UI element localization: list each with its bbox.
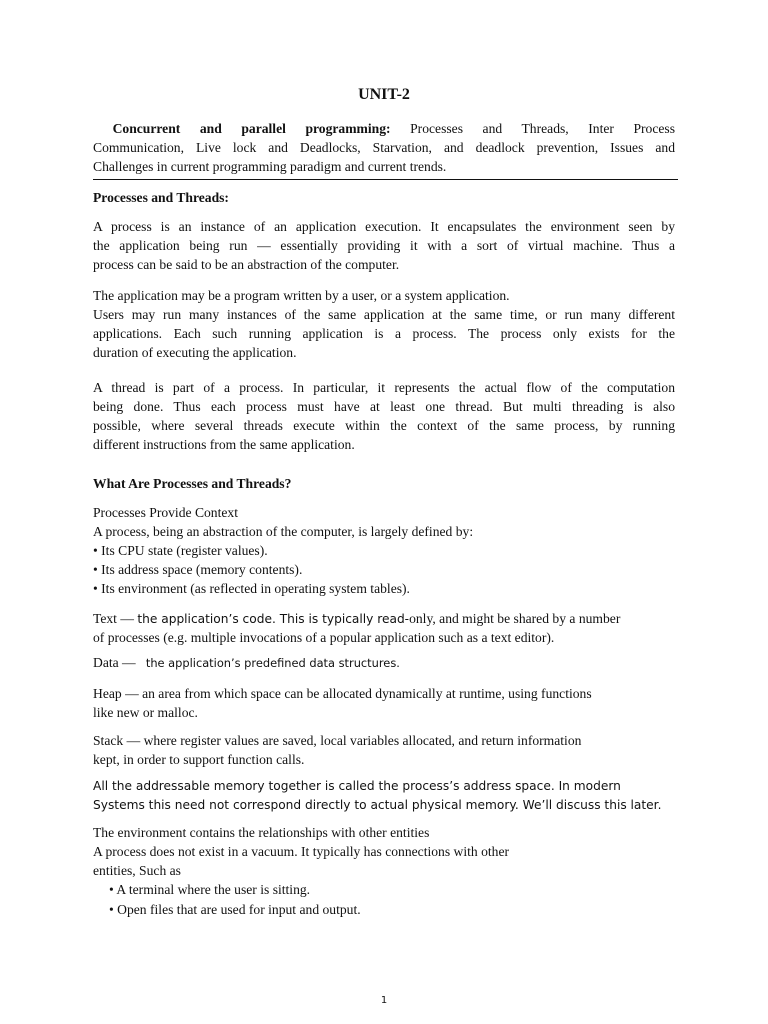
stack-def-line-1: Stack — where register values are saved, local variables allocated, and return information [93,733,582,748]
para2-line-4: duration of executing the application. [93,345,297,360]
lead-line: A process, being an abstraction of the computer, is largely defined by: [93,524,474,539]
address-space-line-2: Systems this need not correspond directly to actual physical memory. We’ll discuss this later. [93,798,662,812]
para2-line-2: Users may run many instances of the same application at the same time, or run many different [93,307,675,322]
bullet-address-space: • Its address space (memory contents). [93,562,303,577]
bullet-environment: • Its environment (as reflected in operating system tables). [93,581,410,596]
stack-def-line-2: kept, in order to support function calls. [93,752,305,767]
environment-line-2: A process does not exist in a vacuum. It typically has connections with other [93,844,510,859]
para3-line-4: different instructions from the same application. [93,437,355,452]
intro-heading: Concurrent and parallel programming: [112,121,391,136]
bullet-terminal: • A terminal where the user is sitting. [109,882,311,897]
intro-line-3: Challenges in current programming paradigm and current trends. [93,159,447,174]
environment-line-1: The environment contains the relationships with other entities [93,825,430,840]
subheading-provide-context: Processes Provide Context [93,505,238,520]
data-def-label: Data — [93,655,140,670]
text-def-line-2: of processes (e.g. multiple invocations of a popular application such as a text editor). [93,630,555,645]
section-heading-what-are: What Are Processes and Threads? [93,476,292,491]
address-space-line-1: All the addressable memory together is called the process’s address space. In modern [93,779,621,793]
bullet-open-files: • Open files that are used for input and output. [109,902,361,917]
data-def-sans: the application’s predefined data structures. [145,656,400,670]
para1-line-3: process can be said to be an abstraction of the computer. [93,257,400,272]
heap-def-line-2: like new or malloc. [93,705,198,720]
data-def-line [93,653,675,673]
para1-line-2: the application being run — essentially providing it with a sort of virtual machine. Thus a [93,238,675,253]
page-number: 1 [380,995,388,1006]
text-def-rest: only, and might be shared by a number [409,611,621,626]
intro-line-1 [93,119,675,138]
text-def-line-1 [93,609,675,629]
para1-line-1: A process is an instance of an application execution. It encapsulates the environment seen by [93,219,675,234]
text-def-sans: the application’s code. This is typically read- [137,612,410,626]
horizontal-rule [93,179,678,180]
para3-line-1: A thread is part of a process. In particular, it represents the actual flow of the computation [93,380,675,395]
para3-line-3: possible, where several threads execute within the context of the same process, by running [93,418,675,433]
intro-line-2: Communication, Live lock and Deadlocks, Starvation, and deadlock prevention, Issues and [93,140,675,155]
text-def-label: Text — [93,611,138,626]
section-heading-processes-threads: Processes and Threads: [93,190,229,205]
intro-line-1-rest: Processes and Threads, Inter Process [410,121,676,136]
para3-line-2: being done. Thus each process must have at least one thread. But multi threading is also [93,399,675,414]
unit-title: UNIT-2 [358,86,410,103]
para2-line-1: The application may be a program written by a user, or a system application. [93,288,510,303]
document-page [93,0,675,1024]
heap-def-line-1: Heap — an area from which space can be allocated dynamically at runtime, using functions [93,686,592,701]
para2-line-3: applications. Each such running application is a process. The process only exists for the [93,326,675,341]
bullet-cpu-state: • Its CPU state (register values). [93,543,268,558]
environment-line-3: entities, Such as [93,863,181,878]
